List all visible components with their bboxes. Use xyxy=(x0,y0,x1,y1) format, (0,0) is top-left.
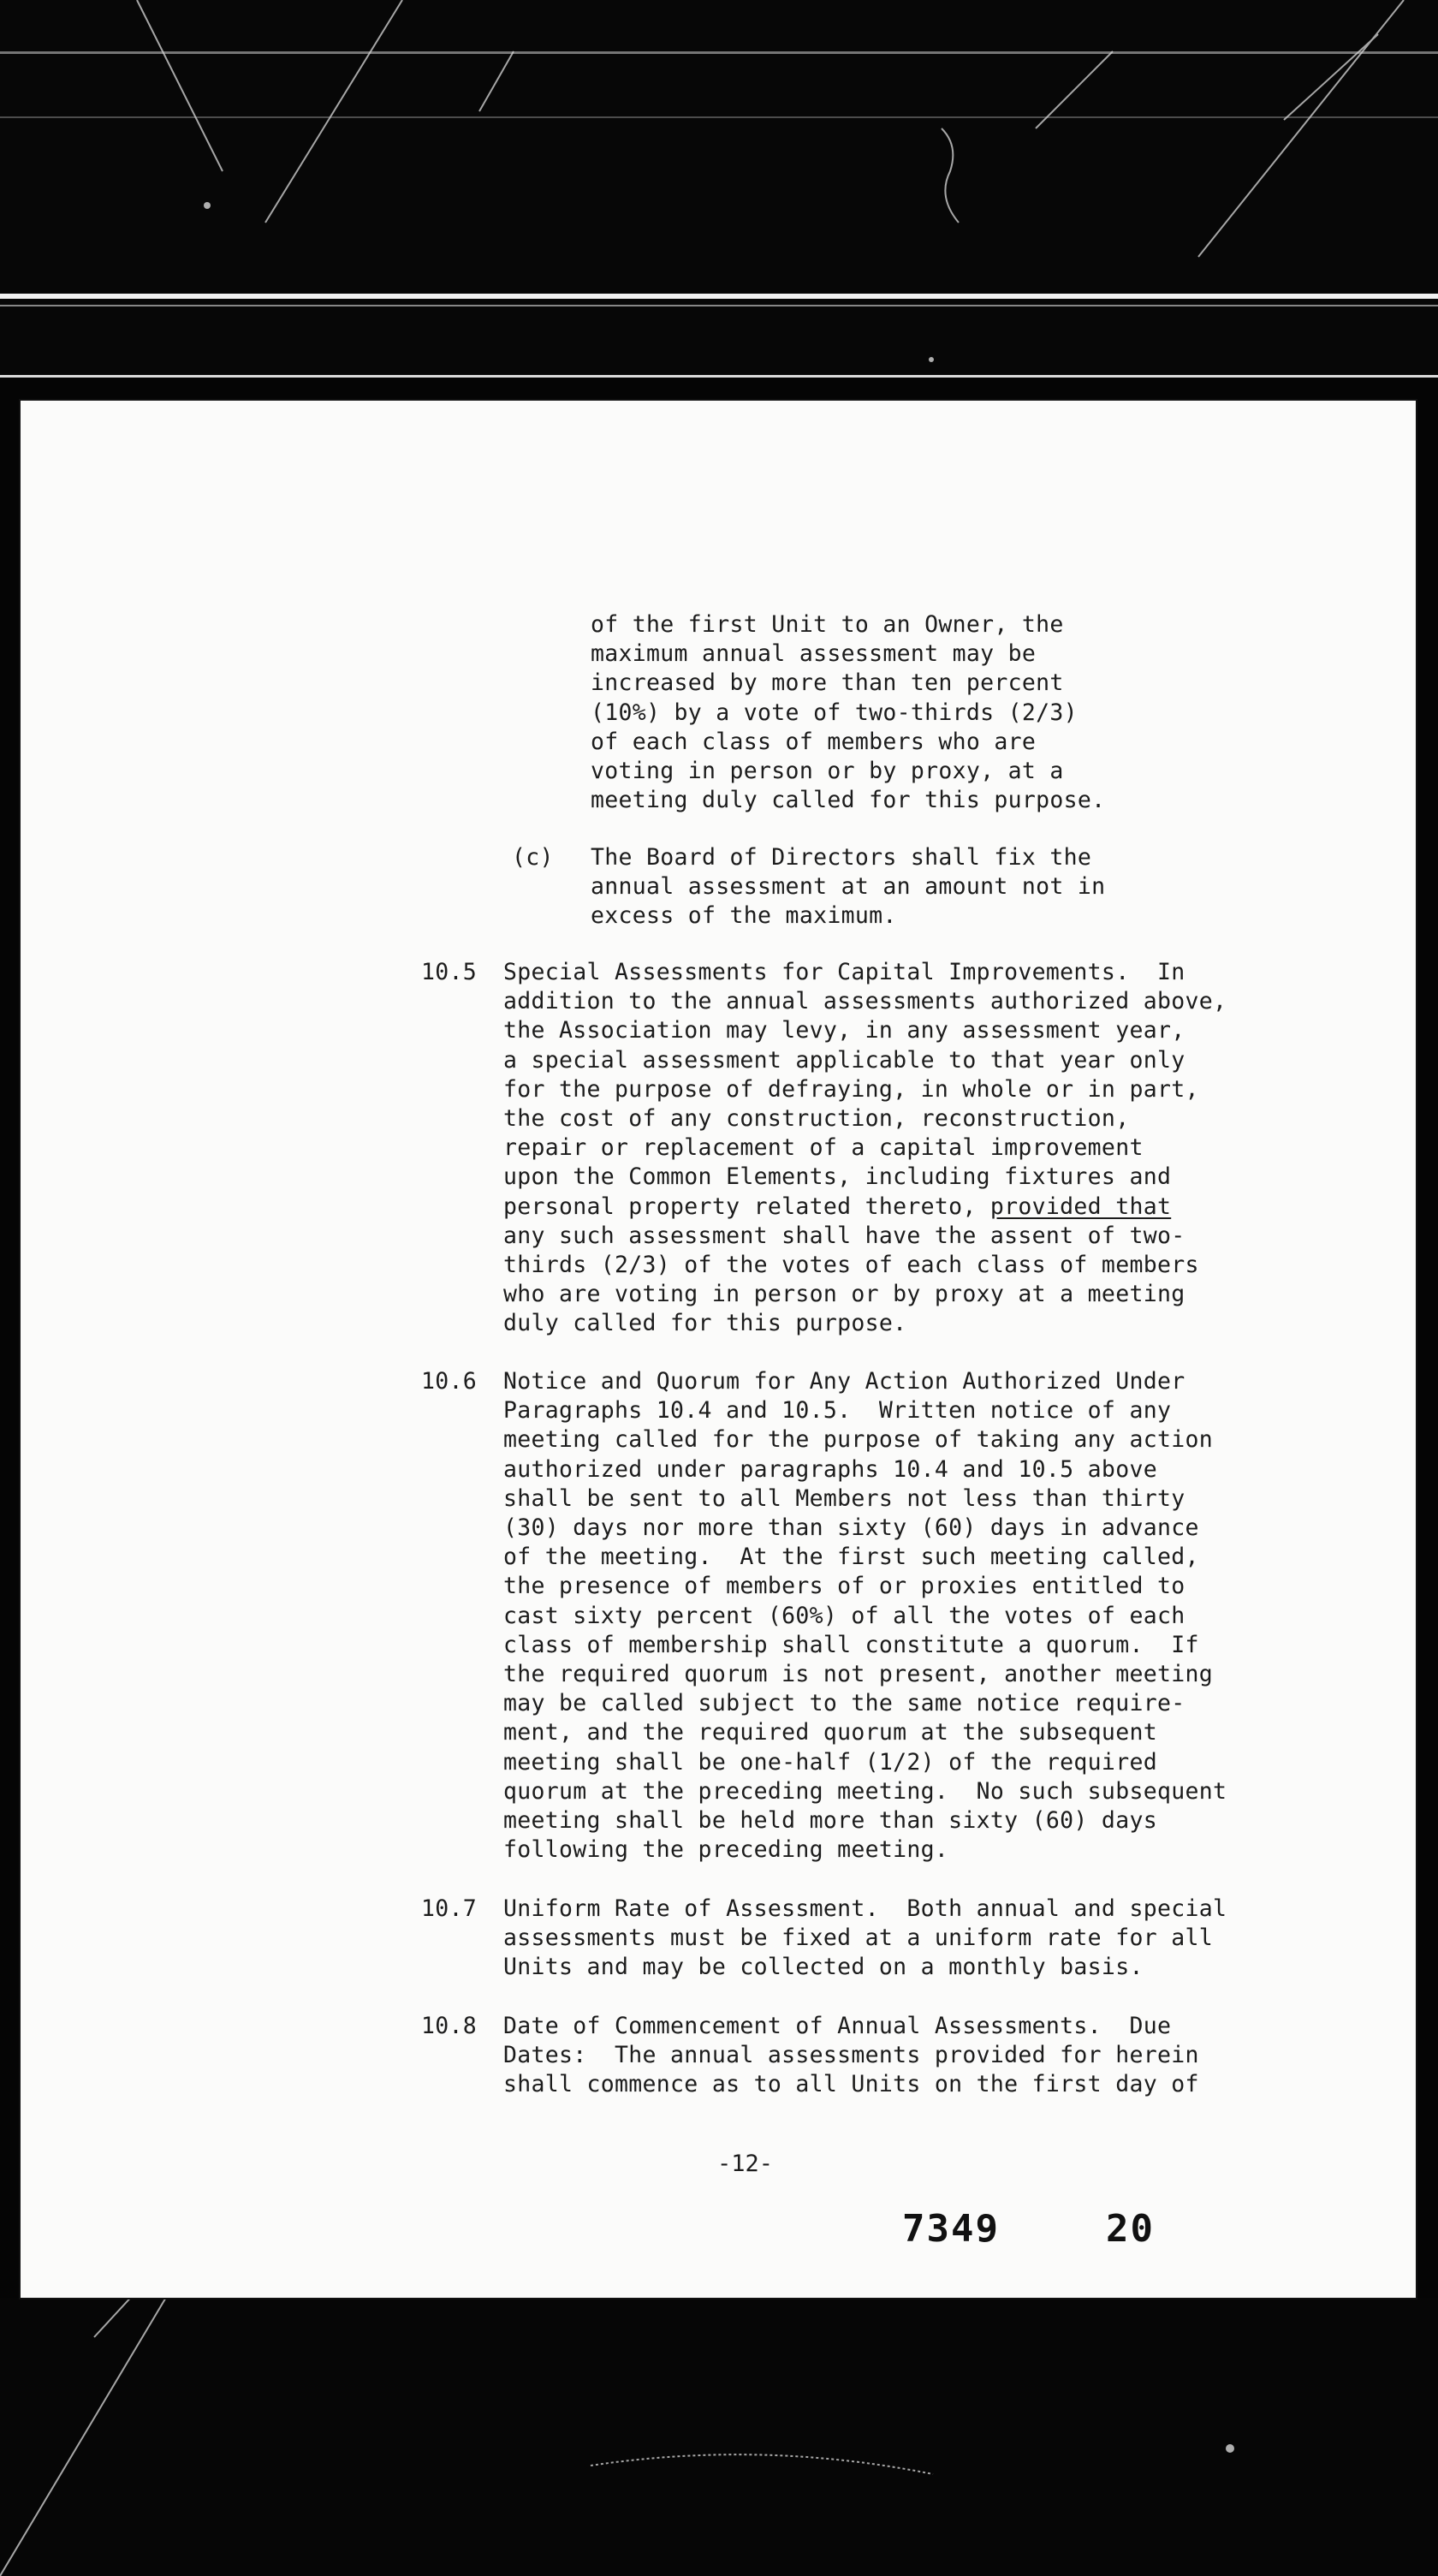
text-line: meeting shall be held more than sixty (60) days xyxy=(503,1807,1157,1835)
text-line: a special assessment applicable to that year only xyxy=(503,1046,1185,1074)
section-10-7-paragraph xyxy=(503,1895,1227,1983)
section-number-10-8: 10.8 xyxy=(421,2013,478,2039)
text-line: the required quorum is not present, another meeting xyxy=(503,1661,1213,1688)
text-line: of each class of members who are xyxy=(591,728,1037,755)
text-line: increased by more than ten percent xyxy=(591,669,1064,697)
text-line: annual assessment at an amount not in xyxy=(591,873,1106,901)
text-line: the cost of any construction, reconstruction, xyxy=(503,1105,1130,1133)
item-c-paragraph xyxy=(591,843,1105,931)
text-line: quorum at the preceding meeting. No such subsequent xyxy=(503,1777,1227,1805)
text-line: maximum annual assessment may be xyxy=(591,640,1037,668)
section-heading-line: Notice and Quorum for Any Action Authorized Under xyxy=(503,1368,1185,1395)
section-number-10-6: 10.6 xyxy=(421,1368,478,1395)
text-line: for the purpose of defraying, in whole or in part, xyxy=(503,1075,1199,1103)
section-heading-line: Uniform Rate of Assessment. Both annual and special xyxy=(503,1895,1227,1922)
text-line: cast sixty percent (60%) of all the votes of each xyxy=(503,1602,1185,1629)
text-line: the Association may levy, in any assessment year, xyxy=(503,1017,1185,1044)
scan-artifact-line xyxy=(0,51,1438,54)
text-line: any such assessment shall have the assent of two- xyxy=(503,1222,1185,1249)
text-line: upon the Common Elements, including fixtures and xyxy=(503,1163,1172,1191)
scan-artifact-line xyxy=(0,375,1438,378)
item-c-label: (c) xyxy=(512,844,554,871)
text-line: personal property related thereto, xyxy=(503,1193,990,1220)
text-line: of the first Unit to an Owner, the xyxy=(591,611,1064,638)
section-10-6-paragraph xyxy=(503,1367,1227,1865)
section-number-10-5: 10.5 xyxy=(421,959,478,985)
text-line: may be called subject to the same notice require- xyxy=(503,1690,1185,1717)
text-line: voting in person or by proxy, at a xyxy=(591,758,1064,785)
scan-artifact-line xyxy=(0,305,1438,306)
text-line: excess of the maximum. xyxy=(591,902,897,930)
recording-page-number: 20 xyxy=(1106,2207,1155,2251)
underlined-phrase: provided that xyxy=(989,1193,1172,1220)
text-line: repair or replacement of a capital improvement xyxy=(503,1134,1144,1162)
text-line: meeting called for the purpose of taking any action xyxy=(503,1426,1213,1454)
text-line: who are voting in person or by proxy at a meeting xyxy=(503,1281,1185,1308)
text-line: The Board of Directors shall fix the xyxy=(591,844,1092,871)
text-line: addition to the annual assessments authorized above, xyxy=(503,988,1227,1015)
text-line: shall be sent to all Members not less than thirty xyxy=(503,1484,1185,1512)
text-line: meeting duly called for this purpose. xyxy=(591,787,1106,814)
text-line: Paragraphs 10.4 and 10.5. Written notice of any xyxy=(503,1397,1172,1425)
section-10-8-paragraph xyxy=(503,2012,1199,2100)
text-line: assessments must be fixed at a uniform rate for all xyxy=(503,1925,1213,1952)
text-line: (10%) by a vote of two-thirds (2/3) xyxy=(591,699,1078,726)
text-line: the presence of members of or proxies entitled to xyxy=(503,1573,1185,1600)
continuation-paragraph xyxy=(591,610,1105,815)
text-line: shall commence as to all Units on the first day of xyxy=(503,2071,1199,2098)
text-line: following the preceding meeting. xyxy=(503,1836,949,1864)
text-line: Dates: The annual assessments provided for herein xyxy=(503,2042,1199,2069)
section-heading-line: Date of Commencement of Annual Assessments. Due xyxy=(503,2013,1172,2039)
text-line: authorized under paragraphs 10.4 and 10.5 above xyxy=(503,1455,1157,1483)
text-line: meeting shall be one-half (1/2) of the required xyxy=(503,1748,1157,1776)
text-line: thirds (2/3) of the votes of each class of members xyxy=(503,1252,1199,1279)
text-line: class of membership shall constitute a quorum. If xyxy=(503,1631,1199,1658)
text-line: of the meeting. At the first such meeting called, xyxy=(503,1544,1199,1571)
text-line: duly called for this purpose. xyxy=(503,1310,907,1337)
scan-artifact-line xyxy=(0,116,1438,118)
scanner-bottom-band xyxy=(0,2298,1438,2576)
section-heading-line: Special Assessments for Capital Improvements. In xyxy=(503,959,1185,985)
scan-artifact-line xyxy=(0,294,1438,299)
section-number-10-7: 10.7 xyxy=(421,1895,478,1922)
text-line: Units and may be collected on a monthly basis. xyxy=(503,1954,1144,1981)
scanner-top-band xyxy=(0,0,1438,377)
text-line: ment, and the required quorum at the subsequent xyxy=(503,1719,1157,1746)
text-line: (30) days nor more than sixty (60) days in advance xyxy=(503,1514,1199,1542)
page-number: -12- xyxy=(717,2151,774,2177)
recording-book-number: 7349 xyxy=(902,2207,1000,2251)
section-10-5-paragraph xyxy=(503,958,1227,1339)
